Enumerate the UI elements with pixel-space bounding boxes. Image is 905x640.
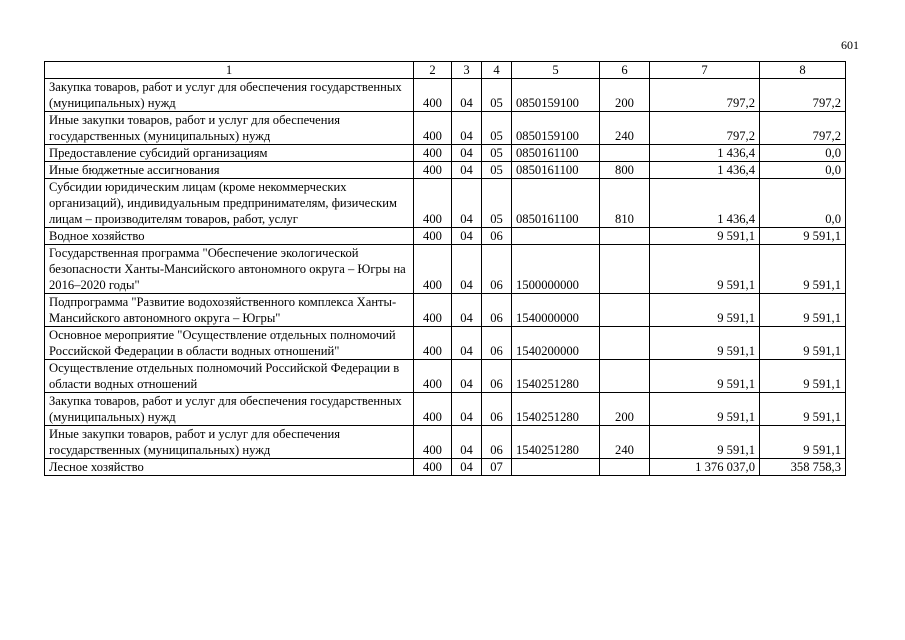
section-code-cell: 04 — [452, 360, 482, 393]
target-article-cell: 0850161100 — [512, 145, 600, 162]
section-code-cell: 04 — [452, 245, 482, 294]
target-article-cell: 1540200000 — [512, 327, 600, 360]
admin-code-cell: 400 — [414, 179, 452, 228]
expense-type-cell — [600, 228, 650, 245]
header-cell: 6 — [600, 62, 650, 79]
amount-year1-cell: 9 591,1 — [650, 327, 760, 360]
section-code-cell: 04 — [452, 162, 482, 179]
item-name-cell: Государственная программа "Обеспечение экологической безопасности Ханты-Мансийского автономного округа – Югры на 2016–2020 годы" — [45, 245, 414, 294]
amount-year2-cell: 797,2 — [760, 79, 846, 112]
admin-code-cell: 400 — [414, 459, 452, 476]
amount-year2-cell: 358 758,3 — [760, 459, 846, 476]
target-article-cell: 1500000000 — [512, 245, 600, 294]
item-name-cell: Закупка товаров, работ и услуг для обеспечения государственных (муниципальных) нужд — [45, 79, 414, 112]
admin-code-cell: 400 — [414, 245, 452, 294]
amount-year1-cell: 9 591,1 — [650, 228, 760, 245]
amount-year2-cell: 9 591,1 — [760, 228, 846, 245]
amount-year2-cell: 9 591,1 — [760, 294, 846, 327]
section-code-cell: 04 — [452, 228, 482, 245]
section-code-cell: 04 — [452, 327, 482, 360]
amount-year1-cell: 9 591,1 — [650, 294, 760, 327]
expense-type-cell: 200 — [600, 79, 650, 112]
expense-type-cell: 240 — [600, 426, 650, 459]
target-article-cell: 1540251280 — [512, 360, 600, 393]
subsection-code-cell: 06 — [482, 327, 512, 360]
header-cell: 2 — [414, 62, 452, 79]
item-name-cell: Иные закупки товаров, работ и услуг для обеспечения государственных (муниципальных) нужд — [45, 112, 414, 145]
table-row — [45, 179, 846, 228]
subsection-code-cell: 07 — [482, 459, 512, 476]
expense-type-cell — [600, 360, 650, 393]
amount-year1-cell: 797,2 — [650, 112, 760, 145]
amount-year2-cell: 0,0 — [760, 179, 846, 228]
amount-year1-cell: 1 436,4 — [650, 145, 760, 162]
amount-year1-cell: 9 591,1 — [650, 426, 760, 459]
subsection-code-cell: 05 — [482, 112, 512, 145]
expense-type-cell — [600, 294, 650, 327]
expense-type-cell: 240 — [600, 112, 650, 145]
table-row — [45, 360, 846, 393]
expense-type-cell: 810 — [600, 179, 650, 228]
subsection-code-cell: 06 — [482, 245, 512, 294]
table-row — [45, 79, 846, 112]
admin-code-cell: 400 — [414, 426, 452, 459]
target-article-cell: 1540251280 — [512, 426, 600, 459]
item-name-cell: Лесное хозяйство — [45, 459, 414, 476]
subsection-code-cell: 05 — [482, 179, 512, 228]
section-code-cell: 04 — [452, 112, 482, 145]
subsection-code-cell: 05 — [482, 162, 512, 179]
subsection-code-cell: 06 — [482, 393, 512, 426]
subsection-code-cell: 06 — [482, 294, 512, 327]
subsection-code-cell: 06 — [482, 360, 512, 393]
section-code-cell: 04 — [452, 294, 482, 327]
target-article-cell: 0850159100 — [512, 79, 600, 112]
table-row — [45, 459, 846, 476]
admin-code-cell: 400 — [414, 393, 452, 426]
admin-code-cell: 400 — [414, 360, 452, 393]
header-row — [45, 62, 846, 79]
header-cell: 1 — [45, 62, 414, 79]
amount-year1-cell: 1 436,4 — [650, 179, 760, 228]
item-name-cell: Иные бюджетные ассигнования — [45, 162, 414, 179]
target-article-cell: 0850159100 — [512, 112, 600, 145]
header-cell: 4 — [482, 62, 512, 79]
table-row — [45, 327, 846, 360]
amount-year2-cell: 0,0 — [760, 145, 846, 162]
amount-year1-cell: 797,2 — [650, 79, 760, 112]
expense-type-cell — [600, 459, 650, 476]
expense-type-cell: 800 — [600, 162, 650, 179]
item-name-cell: Основное мероприятие "Осуществление отдельных полномочий Российской Федерации в области водных отношений" — [45, 327, 414, 360]
item-name-cell: Закупка товаров, работ и услуг для обеспечения государственных (муниципальных) нужд — [45, 393, 414, 426]
item-name-cell: Субсидии юридическим лицам (кроме некоммерческих организаций), индивидуальным предпринимателям, физическим лицам – производителям товаров, работ, услуг — [45, 179, 414, 228]
table-row — [45, 228, 846, 245]
admin-code-cell: 400 — [414, 294, 452, 327]
table-row — [45, 145, 846, 162]
item-name-cell: Осуществление отдельных полномочий Российской Федерации в области водных отношений — [45, 360, 414, 393]
admin-code-cell: 400 — [414, 112, 452, 145]
section-code-cell: 04 — [452, 393, 482, 426]
section-code-cell: 04 — [452, 459, 482, 476]
admin-code-cell: 400 — [414, 162, 452, 179]
amount-year1-cell: 9 591,1 — [650, 245, 760, 294]
table-row — [45, 393, 846, 426]
section-code-cell: 04 — [452, 179, 482, 228]
amount-year1-cell: 1 436,4 — [650, 162, 760, 179]
header-cell: 5 — [512, 62, 600, 79]
amount-year2-cell: 0,0 — [760, 162, 846, 179]
table-row — [45, 294, 846, 327]
subsection-code-cell: 05 — [482, 79, 512, 112]
amount-year2-cell: 9 591,1 — [760, 393, 846, 426]
subsection-code-cell: 06 — [482, 228, 512, 245]
item-name-cell: Иные закупки товаров, работ и услуг для обеспечения государственных (муниципальных) нужд — [45, 426, 414, 459]
header-cell: 7 — [650, 62, 760, 79]
table-row — [45, 426, 846, 459]
target-article-cell — [512, 228, 600, 245]
subsection-code-cell: 05 — [482, 145, 512, 162]
table-row — [45, 245, 846, 294]
amount-year2-cell: 9 591,1 — [760, 426, 846, 459]
admin-code-cell: 400 — [414, 79, 452, 112]
header-cell: 8 — [760, 62, 846, 79]
admin-code-cell: 400 — [414, 228, 452, 245]
item-name-cell: Предоставление субсидий организациям — [45, 145, 414, 162]
admin-code-cell: 400 — [414, 145, 452, 162]
item-name-cell: Водное хозяйство — [45, 228, 414, 245]
target-article-cell — [512, 459, 600, 476]
budget-table — [44, 61, 846, 476]
expense-type-cell — [600, 327, 650, 360]
target-article-cell: 1540000000 — [512, 294, 600, 327]
amount-year1-cell: 9 591,1 — [650, 393, 760, 426]
amount-year2-cell: 9 591,1 — [760, 327, 846, 360]
target-article-cell: 1540251280 — [512, 393, 600, 426]
section-code-cell: 04 — [452, 79, 482, 112]
amount-year1-cell: 1 376 037,0 — [650, 459, 760, 476]
header-cell: 3 — [452, 62, 482, 79]
expense-type-cell: 200 — [600, 393, 650, 426]
table-row — [45, 112, 846, 145]
section-code-cell: 04 — [452, 426, 482, 459]
subsection-code-cell: 06 — [482, 426, 512, 459]
section-code-cell: 04 — [452, 145, 482, 162]
expense-type-cell — [600, 245, 650, 294]
amount-year1-cell: 9 591,1 — [650, 360, 760, 393]
item-name-cell: Подпрограмма "Развитие водохозяйственного комплекса Ханты-Мансийского автономного округа – Югры" — [45, 294, 414, 327]
amount-year2-cell: 9 591,1 — [760, 360, 846, 393]
target-article-cell: 0850161100 — [512, 162, 600, 179]
amount-year2-cell: 797,2 — [760, 112, 846, 145]
page-number: 601 — [841, 38, 859, 52]
expense-type-cell — [600, 145, 650, 162]
table-row — [45, 162, 846, 179]
admin-code-cell: 400 — [414, 327, 452, 360]
amount-year2-cell: 9 591,1 — [760, 245, 846, 294]
target-article-cell: 0850161100 — [512, 179, 600, 228]
